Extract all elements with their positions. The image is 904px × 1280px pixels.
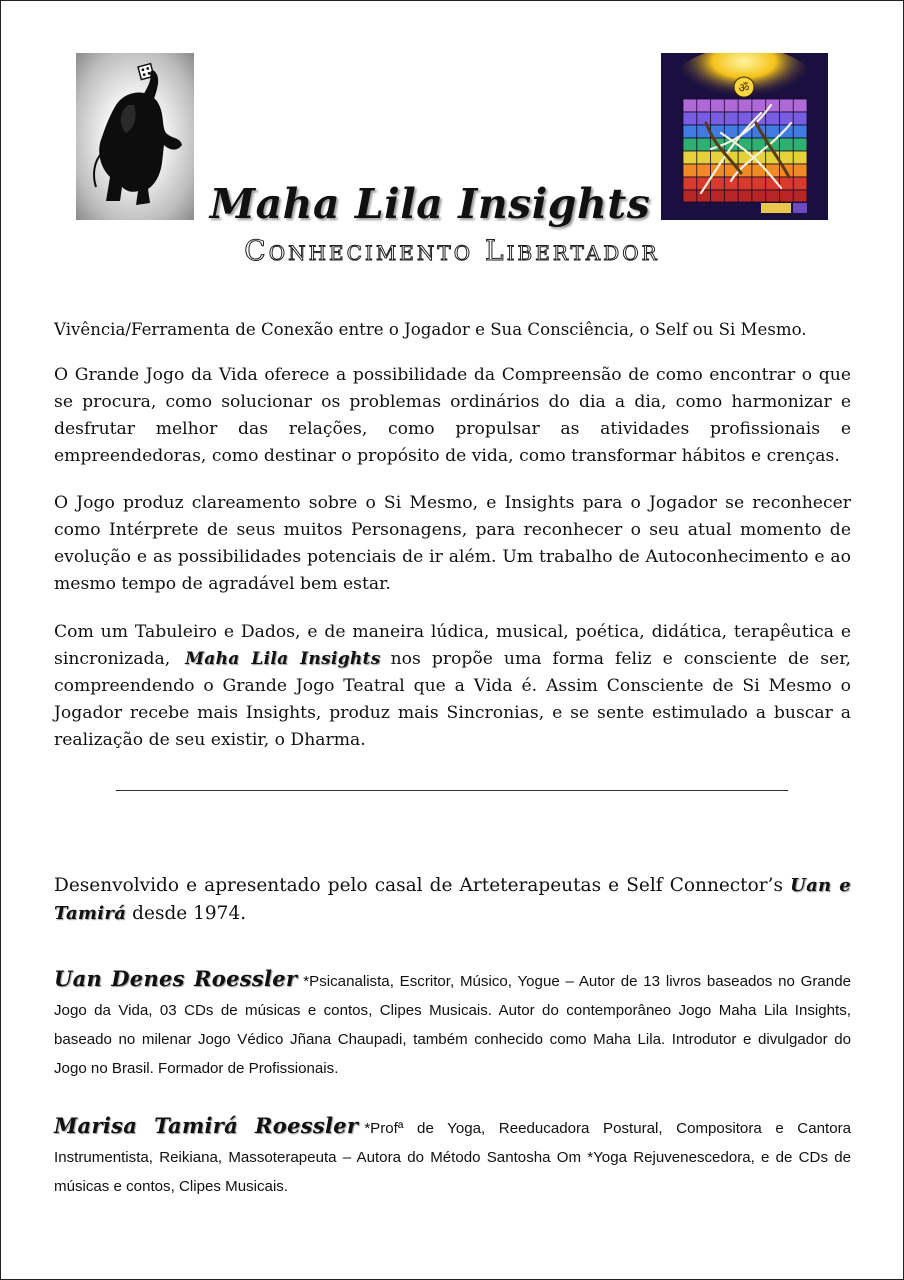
paragraph-tabuleiro-end: nos propõe uma forma feliz e consciente de ser, compreendendo o Grande Jogo Teatral que a Vida é. Assim Consciente de Si Mesmo o Jogador recebe mais Insights, produz mais Sincronias, e se sente estimulado a buscar a realização de seu existir, o Dharma.: [54, 649, 851, 750]
authors-intro: [54, 872, 851, 928]
bio-uan: [54, 964, 851, 1083]
bio-marisa-name: Marisa Tamirá Roessler: [54, 1113, 359, 1138]
authors-intro-start: Desenvolvido e apresentado pelo casal de Arteterapeutas e Self Connector’s: [54, 875, 783, 896]
page-subtitle: Conhecimento Libertador: [244, 234, 660, 267]
separator-line: [116, 790, 788, 791]
paragraph-jogo-produz: O Jogo produz clareamento sobre o Si Mesmo, e Insights para o Jogador se reconhecer como Intérprete de seus muitos Personagens, para reconhecer o seu atual momento de evolução e as possibilidades potenciais de ir além. Um trabalho de Autoconhecimento e ao mesmo tempo de agradável bem estar.: [54, 493, 851, 594]
bio-marisa: [54, 1111, 851, 1201]
bio-uan-text: *Psicanalista, Escritor, Músico, Yogue – Autor de 13 livros baseados no Grande Jogo da Vida, 03 CDs de músicas e contos, Clipes Musicais. Autor do contemporâneo Jogo Maha Lila Insights, baseado no milenar Jogo Védico Jñana Chaupadi, também conhecido como Maha Lila. Introdutor e divulgador do Jogo no Brasil. Formador de Profissionais.: [54, 973, 851, 1077]
intro-paragraph: Vivência/Ferramenta de Conexão entre o Jogador e Sua Consciência, o Self ou Si Mesmo.: [54, 320, 807, 339]
bio-uan-name: Uan Denes Roessler: [54, 966, 298, 991]
authors-intro-end: desde 1974.: [132, 903, 247, 924]
authors-names: Uan e Tamirá: [54, 875, 851, 924]
paragraph-grande-jogo: O Grande Jogo da Vida oferece a possibilidade da Compreensão de como encontrar o que se procura, como solucionar os problemas ordinários do dia a dia, como harmonizar e desfrutar melhor das relações, como propulsar as atividades profissionais e empreendedoras, como destinar o propósito de vida, como transformar hábitos e crenças.: [54, 365, 851, 466]
bio-marisa-text: *Profª de Yoga, Reeducadora Postural, Compositora e Cantora Instrumentista, Reikiana, Massoterapeuta – Autora do Método Santosha Om *Yoga Rejuvenescedora, e de CDs de músicas e contos, Clipes Musicais.: [54, 1120, 852, 1195]
page-title: Maha Lila Insights: [209, 180, 651, 228]
paragraph-tabuleiro: [54, 619, 851, 754]
paragraph-tabuleiro-start: Com um Tabuleiro e Dados, e de maneira lúdica, musical, poética, didática, terapêutica e sincronizada,: [54, 622, 851, 669]
svg-text:ॐ: ॐ: [738, 81, 750, 95]
brand-name-inline: Maha Lila Insights: [185, 649, 381, 669]
